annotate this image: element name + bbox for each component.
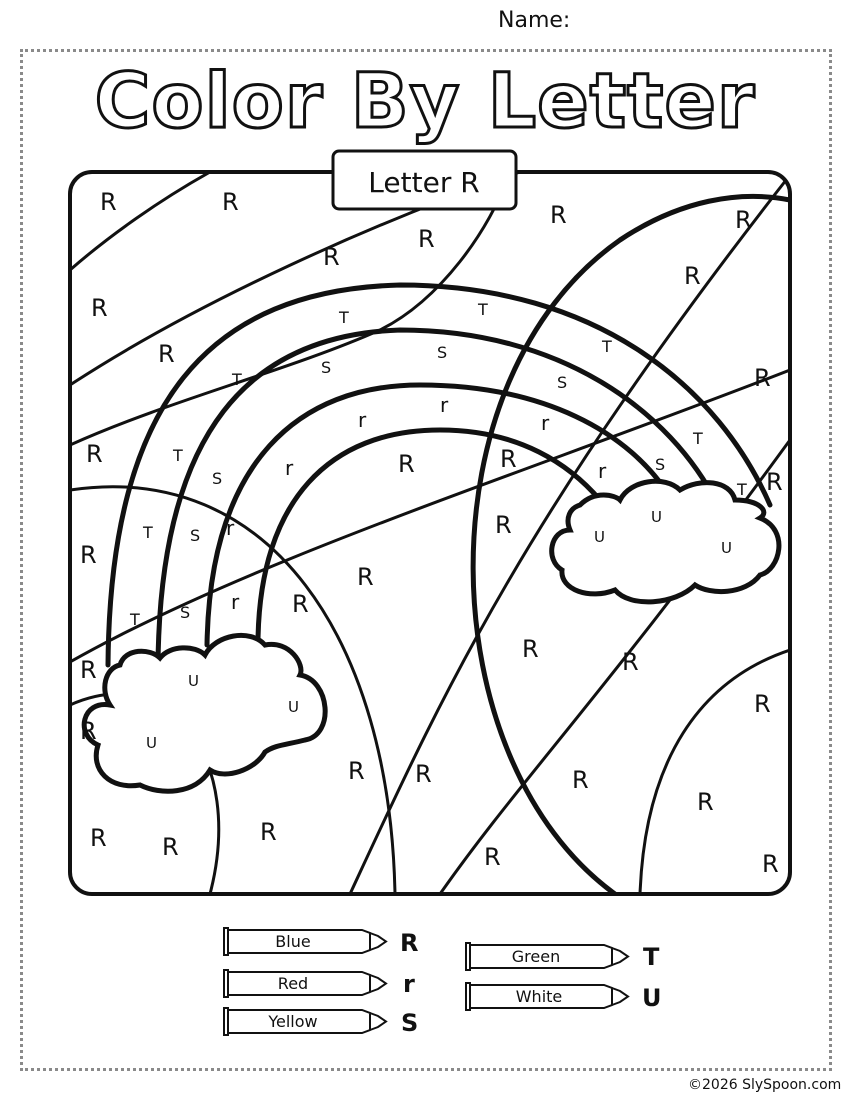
- letter-big-R: R: [484, 843, 501, 871]
- subtitle-label: Letter R: [368, 166, 480, 199]
- letter-T: T: [602, 337, 612, 356]
- letter-big-R: R: [415, 760, 432, 788]
- legend-item-yellow: [224, 1008, 418, 1037]
- letter-U: U: [594, 528, 605, 546]
- letter-big-R: R: [622, 648, 639, 676]
- page-title: Color By Letter: [94, 56, 756, 145]
- copyright: ©2026 SlySpoon.com: [688, 1077, 842, 1093]
- legend-color-label: White: [515, 987, 563, 1006]
- letter-big-R: R: [550, 201, 567, 229]
- letter-small-r: r: [541, 411, 550, 435]
- letter-T: T: [130, 610, 140, 629]
- legend-code: R: [400, 929, 419, 957]
- letter-U: U: [721, 539, 732, 557]
- letter-big-R: R: [86, 440, 103, 468]
- name-label: Name:: [498, 8, 571, 33]
- letter-big-R: R: [80, 717, 97, 745]
- letter-big-R: R: [500, 445, 517, 473]
- letter-big-R: R: [495, 511, 512, 539]
- letter-big-R: R: [323, 243, 340, 271]
- legend-item-white: [466, 983, 662, 1012]
- letter-big-R: R: [522, 635, 539, 663]
- letter-big-R: R: [762, 850, 779, 878]
- legend-color-label: Blue: [275, 932, 311, 951]
- letter-S: S: [190, 526, 201, 545]
- letter-big-R: R: [754, 364, 771, 392]
- letter-big-R: R: [80, 656, 97, 684]
- letter-small-r: r: [440, 393, 449, 417]
- letter-big-R: R: [357, 563, 374, 591]
- letter-S: S: [437, 343, 448, 362]
- letter-big-R: R: [735, 206, 752, 234]
- letter-small-r: r: [285, 456, 294, 480]
- letter-big-R: R: [572, 766, 589, 794]
- letter-T: T: [693, 429, 703, 448]
- letter-big-R: R: [222, 188, 239, 216]
- letter-big-R: R: [754, 690, 771, 718]
- legend-code: U: [642, 984, 662, 1012]
- legend-item-green: [466, 943, 660, 971]
- letter-big-R: R: [162, 833, 179, 861]
- legend-color-label: Green: [511, 947, 561, 966]
- letter-T: T: [737, 480, 747, 499]
- cloud-right: [552, 481, 779, 602]
- letter-big-R: R: [348, 757, 365, 785]
- letter-U: U: [146, 734, 157, 752]
- letter-big-R: R: [684, 262, 701, 290]
- letter-small-r: r: [226, 516, 235, 540]
- letter-U: U: [651, 508, 662, 526]
- letter-small-r: r: [231, 590, 240, 614]
- letter-big-R: R: [766, 468, 783, 496]
- letter-S: S: [557, 373, 568, 392]
- letter-big-R: R: [90, 824, 107, 852]
- letter-small-r: r: [598, 459, 607, 483]
- letter-T: T: [478, 300, 488, 319]
- color-legend: [224, 928, 662, 1037]
- legend-code: T: [643, 943, 660, 971]
- letter-S: S: [212, 469, 223, 488]
- letter-big-R: R: [418, 225, 435, 253]
- letter-T: T: [339, 308, 349, 327]
- letter-big-R: R: [398, 450, 415, 478]
- legend-item-red: [224, 970, 415, 998]
- legend-code: r: [403, 970, 415, 998]
- letter-T: T: [232, 370, 242, 389]
- letter-U: U: [188, 672, 199, 690]
- region-line: [70, 172, 210, 270]
- legend-code: S: [401, 1009, 419, 1037]
- letter-big-R: R: [158, 340, 175, 368]
- letter-big-R: R: [260, 818, 277, 846]
- letter-small-r: r: [358, 408, 367, 432]
- letter-big-R: R: [100, 188, 117, 216]
- letter-T: T: [173, 446, 183, 465]
- letter-S: S: [180, 603, 191, 622]
- legend-color-label: Red: [277, 974, 309, 993]
- letter-T: T: [143, 523, 153, 542]
- letter-big-R: R: [697, 788, 714, 816]
- letter-big-R: R: [91, 294, 108, 322]
- legend-color-label: Yellow: [268, 1012, 318, 1031]
- letter-big-R: R: [292, 590, 309, 618]
- letter-S: S: [321, 358, 332, 377]
- letter-U: U: [288, 698, 299, 716]
- legend-item-blue: [224, 928, 418, 957]
- letter-S: S: [655, 455, 666, 474]
- letter-big-R: R: [80, 541, 97, 569]
